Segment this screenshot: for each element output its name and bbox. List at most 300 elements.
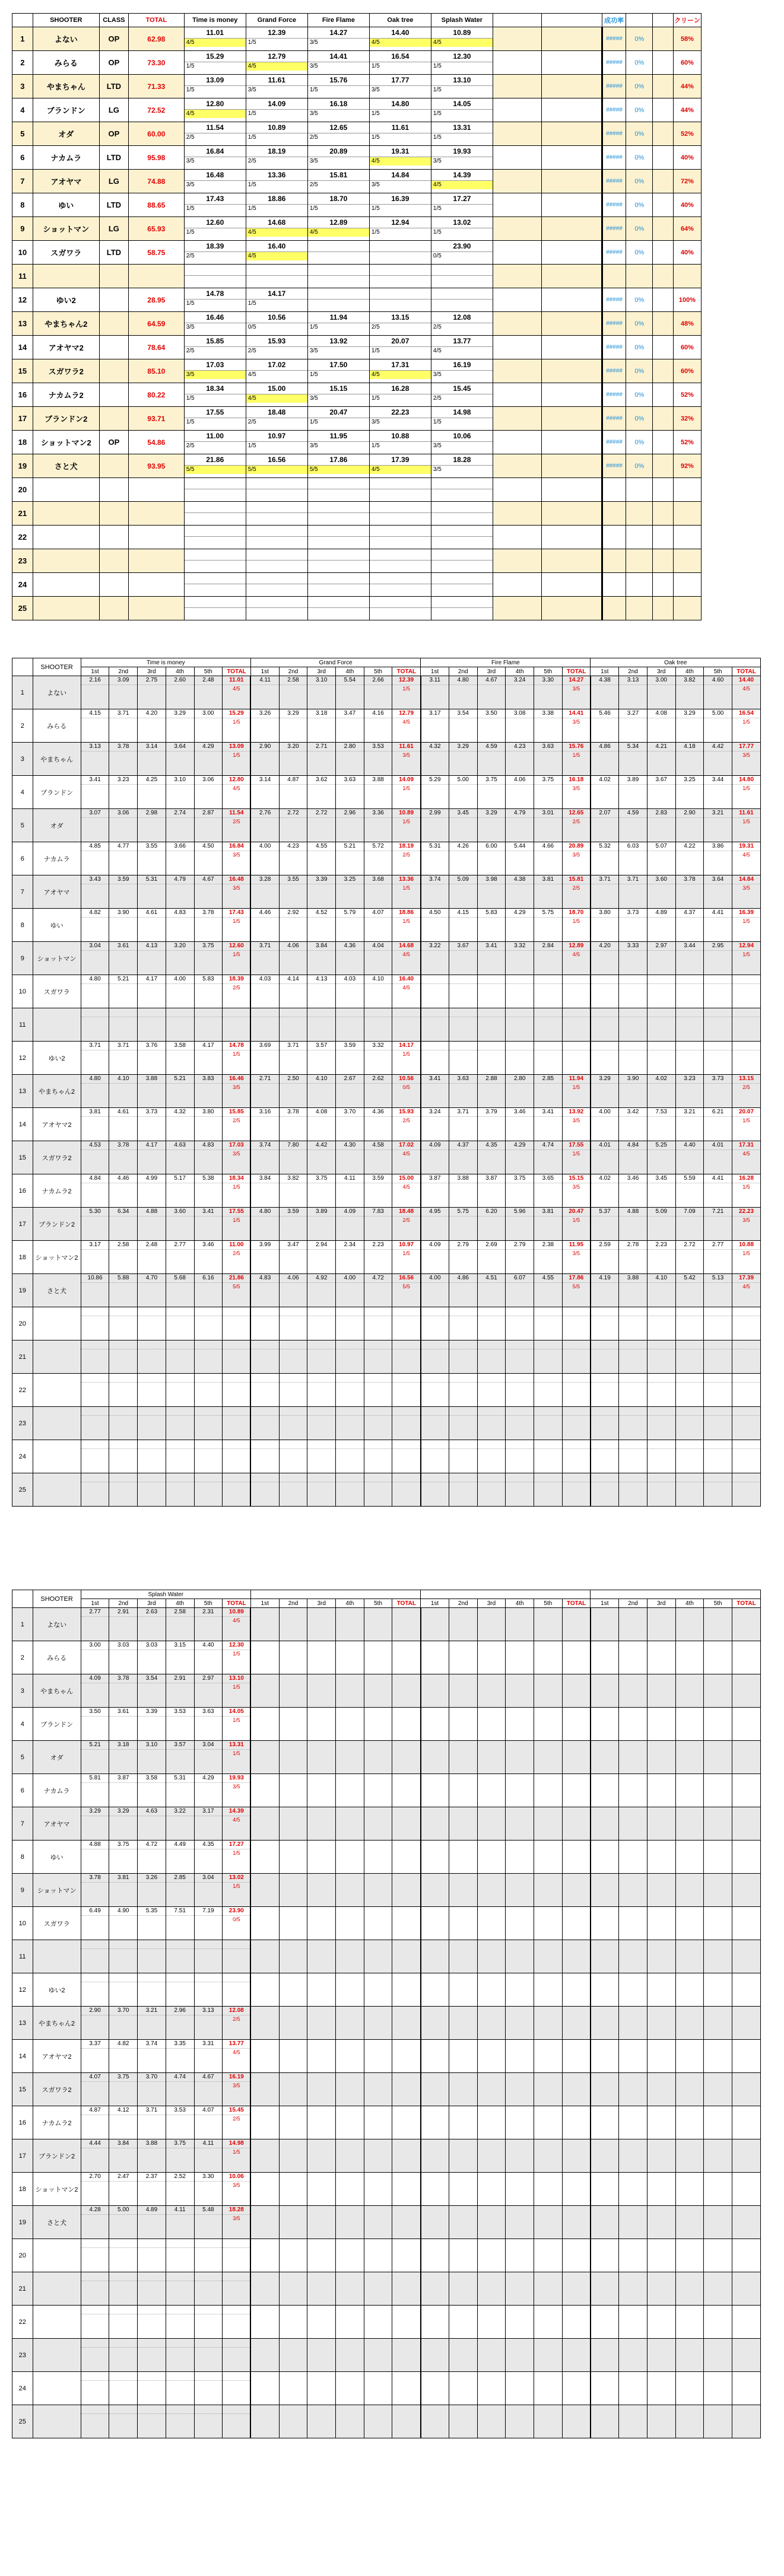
success-rate — [602, 526, 626, 549]
shot-score: 1/5 — [223, 1882, 250, 1890]
shot-time: 3.45 — [655, 1175, 667, 1182]
shot-score — [478, 1183, 506, 1190]
total-cell — [732, 709, 761, 743]
shot-cell — [166, 2239, 194, 2272]
shot-time — [336, 1340, 364, 1349]
shot-cell — [194, 2173, 223, 2206]
shot-time: 7.21 — [712, 1208, 724, 1215]
shot-time: 5.75 — [542, 909, 554, 916]
shot-score — [478, 784, 506, 792]
total-cell — [223, 942, 251, 975]
shot-score — [619, 1083, 647, 1091]
shot-cell — [477, 1741, 506, 1774]
spare-cell — [493, 27, 541, 51]
shot-cell — [704, 1440, 732, 1473]
shot-cell — [307, 1374, 336, 1407]
shot-score — [138, 2115, 166, 2122]
shot-score — [109, 1382, 137, 1390]
shot-cell — [194, 1973, 223, 2007]
total-cell — [223, 1208, 251, 1241]
shot-score — [421, 784, 449, 792]
shot-cell — [250, 1641, 279, 1674]
shot-cell — [138, 676, 166, 709]
shot-cell — [109, 1108, 138, 1141]
shot-score — [647, 1216, 675, 1224]
shot-cell — [336, 1141, 364, 1174]
shot-score — [647, 1282, 675, 1290]
shot-cell — [364, 1741, 392, 1774]
shot-score — [109, 1183, 137, 1190]
shot-time — [307, 1407, 335, 1415]
shot-score — [138, 2048, 166, 2056]
shot-cell — [138, 809, 166, 842]
shooter-name: ゆい — [33, 193, 99, 217]
shot-cell — [647, 1641, 675, 1674]
shot-cell — [619, 1807, 647, 1841]
shot-score — [166, 784, 194, 792]
shot-time: 3.26 — [259, 710, 271, 717]
shot-score — [138, 851, 166, 858]
shot-cell — [364, 743, 392, 776]
shot-cell — [138, 1075, 166, 1108]
shot-time: 4.80 — [89, 976, 101, 982]
shot-score — [166, 2115, 194, 2122]
shot-time — [421, 1008, 449, 1017]
shot-cell — [279, 1208, 307, 1241]
stage-time: 12.60 — [206, 218, 224, 227]
shot-time: 4.41 — [712, 909, 724, 916]
shot-time: 3.10 — [174, 776, 186, 783]
shot-cell — [421, 1141, 449, 1174]
shot-score — [195, 1849, 223, 1857]
shot-score — [307, 1448, 335, 1456]
stage-cell — [184, 193, 246, 217]
shot-cell — [591, 975, 619, 1008]
shot-cell — [279, 2272, 307, 2306]
shot-time: 4.26 — [457, 843, 469, 849]
shot-time — [81, 1473, 109, 1482]
row-number: 5 — [12, 1741, 33, 1774]
shot-score — [619, 817, 647, 825]
shot-cell — [166, 1174, 194, 1208]
shot-score — [223, 1382, 250, 1390]
shooter-name: さと犬 — [33, 2206, 81, 2239]
shooter-name: ショットマン — [33, 217, 99, 241]
stage-score — [246, 275, 307, 284]
shot-score — [223, 1349, 250, 1357]
total-cell — [223, 842, 251, 875]
shot-time: 5.30 — [89, 1208, 101, 1215]
shot-cell — [109, 1008, 138, 1042]
total-cell — [392, 1307, 421, 1340]
stage-time: 13.92 — [329, 337, 348, 345]
shot-score — [421, 1183, 449, 1190]
shooter-class: LTD — [99, 146, 128, 170]
summary-row — [12, 407, 702, 431]
stage-score: 2/5 — [185, 133, 246, 142]
shot-cell — [704, 2339, 732, 2372]
spare-cell — [493, 502, 541, 526]
stage-time: 10.56 — [268, 313, 286, 321]
shooter-name — [33, 1473, 81, 1507]
shot-time: 2.71 — [315, 743, 328, 750]
shot-time: 2.74 — [174, 810, 186, 816]
shot-time — [195, 1407, 223, 1415]
total-cell — [392, 875, 421, 909]
shot-time: 4.09 — [344, 1208, 356, 1215]
detail-row — [12, 1907, 761, 1940]
shot-time: 5.42 — [684, 1275, 696, 1281]
shooter-name: さと犬 — [33, 454, 99, 478]
spare-cell — [653, 573, 674, 597]
shot-score: 1/5 — [392, 884, 420, 891]
shot-score — [619, 1316, 647, 1323]
stage-time: 21.86 — [206, 456, 224, 464]
shot-cell — [250, 743, 279, 776]
shot-score — [307, 1349, 335, 1357]
success-pct — [626, 597, 653, 620]
shot-score — [619, 1150, 647, 1157]
shot-score — [336, 684, 364, 692]
shot-cell — [506, 676, 534, 709]
shot-cell — [477, 2239, 506, 2272]
shot-time — [534, 1340, 562, 1349]
shot-score — [81, 851, 109, 858]
shot-cell — [194, 1008, 223, 1042]
shot-cell — [647, 1108, 675, 1141]
header-shot: 5th — [364, 1599, 392, 1608]
header-shot: TOTAL — [732, 1599, 761, 1608]
shot-time: 3.99 — [259, 1241, 271, 1248]
shot-score — [81, 917, 109, 925]
total-cell — [223, 2306, 251, 2339]
shot-cell — [619, 1241, 647, 1274]
shot-cell — [279, 809, 307, 842]
success-pct — [626, 502, 653, 526]
shot-cell — [477, 1075, 506, 1108]
shot-time — [280, 1407, 307, 1415]
shot-cell — [194, 1641, 223, 1674]
shot-score — [109, 1482, 137, 1489]
shot-cell — [364, 2372, 392, 2405]
stage-cell — [369, 75, 431, 98]
shot-score — [138, 2380, 166, 2388]
shot-score — [138, 1349, 166, 1357]
total-time — [128, 549, 184, 573]
shot-score — [619, 884, 647, 891]
shot-cell — [534, 2139, 563, 2173]
row-number: 21 — [12, 502, 33, 526]
shot-cell — [279, 709, 307, 743]
shot-cell — [279, 1674, 307, 1708]
shot-cell — [506, 1274, 534, 1307]
shot-score — [138, 1150, 166, 1157]
shot-cell — [647, 809, 675, 842]
stage-time: 18.70 — [329, 195, 348, 203]
shot-cell — [591, 1674, 619, 1708]
shot-time: 3.67 — [655, 776, 667, 783]
stage-cell — [431, 265, 493, 288]
shot-score — [166, 884, 194, 891]
shot-time: 4.11 — [202, 2140, 214, 2147]
shot-score — [251, 1482, 278, 1489]
shot-score — [166, 2413, 194, 2421]
total-time — [223, 1008, 250, 1017]
shot-cell — [675, 2206, 704, 2239]
spare-cell — [541, 526, 602, 549]
shooter-name: やまちゃん — [33, 1674, 81, 1708]
shot-cell — [647, 2173, 675, 2206]
shot-cell — [421, 975, 449, 1008]
shot-score — [195, 1216, 223, 1224]
total-cell — [562, 2007, 591, 2040]
shot-cell — [250, 2206, 279, 2239]
row-number: 1 — [12, 676, 33, 709]
stage-cell — [246, 75, 307, 98]
total-cell — [392, 1940, 421, 1973]
shot-score — [591, 1116, 618, 1124]
shooter-name — [33, 1940, 81, 1973]
shot-time: 4.10 — [315, 1075, 328, 1082]
shot-time: 7.19 — [202, 1908, 214, 1914]
total-time: 18.34 — [228, 1175, 244, 1182]
shot-cell — [166, 1108, 194, 1141]
shot-score — [280, 1415, 307, 1423]
header-shot: 3rd — [477, 1599, 506, 1608]
total-time: 15.76 — [569, 743, 584, 750]
shot-score: 1/5 — [223, 751, 250, 759]
shot-cell — [138, 875, 166, 909]
shot-cell — [591, 1907, 619, 1940]
shot-time — [506, 1042, 534, 1050]
stage-time: 20.07 — [391, 337, 410, 345]
shot-cell — [109, 2372, 138, 2405]
header-shot: 3rd — [647, 667, 675, 676]
header-shot: 1st — [591, 1599, 619, 1608]
stage-score: 1/5 — [308, 370, 369, 379]
total-cell — [223, 1174, 251, 1208]
shot-score — [109, 1050, 137, 1058]
stage-time: 23.90 — [453, 242, 471, 250]
shot-score — [591, 1349, 618, 1357]
shot-score — [392, 1349, 420, 1357]
total-cell — [392, 709, 421, 743]
shot-cell — [336, 809, 364, 842]
stage-time: 16.56 — [268, 456, 286, 464]
shot-time — [506, 1340, 534, 1349]
shot-cell — [336, 1741, 364, 1774]
clean-pct: 48% — [673, 312, 701, 336]
shot-time: 3.84 — [259, 1175, 271, 1182]
total-cell — [562, 2106, 591, 2139]
shot-score: 3/5 — [223, 1782, 250, 1790]
header-shot: 3rd — [138, 667, 166, 676]
row-number: 21 — [12, 1340, 33, 1374]
shot-time: 3.41 — [202, 1208, 214, 1215]
shot-time — [647, 1307, 675, 1316]
shot-time: 2.97 — [202, 1675, 214, 1682]
stage-score — [370, 584, 431, 593]
shot-cell — [81, 809, 109, 842]
total-cell — [392, 1340, 421, 1374]
shot-score: 4/5 — [223, 684, 250, 692]
shooter-name: スガワラ2 — [33, 1141, 81, 1174]
shot-score — [449, 751, 477, 759]
shot-time: 2.99 — [429, 810, 441, 816]
shot-cell — [364, 1907, 392, 1940]
shot-cell — [364, 1008, 392, 1042]
detail-row — [12, 2272, 761, 2306]
stage-score: 3/5 — [185, 180, 246, 189]
shot-cell — [704, 2372, 732, 2405]
shot-cell — [477, 2306, 506, 2339]
shot-score — [138, 2347, 166, 2355]
shot-time — [534, 1374, 562, 1382]
shot-score — [591, 917, 618, 925]
shot-cell — [307, 1741, 336, 1774]
shot-time: 3.71 — [259, 942, 271, 949]
shot-time — [364, 1340, 392, 1349]
shot-cell — [534, 2106, 563, 2139]
shot-score — [195, 2413, 223, 2421]
shot-score — [364, 884, 392, 891]
row-number: 13 — [12, 1075, 33, 1108]
shot-cell — [336, 1241, 364, 1274]
shooter-name: ブランドン2 — [33, 407, 99, 431]
shot-time: 3.59 — [287, 1208, 299, 1215]
shot-time — [619, 1008, 647, 1017]
shot-time: 4.29 — [513, 1142, 526, 1148]
shooter-name: ブランドン2 — [33, 1208, 81, 1241]
shot-score — [647, 1316, 675, 1323]
shot-time: 3.84 — [118, 2140, 129, 2147]
stage-cell — [246, 573, 307, 597]
stage-cell — [307, 288, 369, 312]
total-cell — [562, 709, 591, 743]
shot-cell — [336, 2206, 364, 2239]
total-time: 11.94 — [569, 1075, 584, 1082]
shot-score: 2/5 — [392, 851, 420, 858]
shot-score — [704, 1017, 732, 1024]
shot-cell — [619, 909, 647, 942]
shot-score — [478, 1316, 506, 1323]
shot-cell — [647, 2139, 675, 2173]
spare-cell — [653, 597, 674, 620]
stage-score — [370, 275, 431, 284]
shot-score — [563, 1017, 590, 1024]
shot-cell — [421, 2007, 449, 2040]
shot-cell — [194, 1141, 223, 1174]
shot-score — [138, 1216, 166, 1224]
shot-score — [307, 851, 335, 858]
stage-score: 1/5 — [431, 228, 493, 237]
shot-score — [619, 1116, 647, 1124]
shot-cell — [336, 1407, 364, 1440]
header-shot: 3rd — [307, 1599, 336, 1608]
stage-time — [308, 288, 369, 299]
stage-time: 19.93 — [453, 147, 471, 155]
shot-cell — [109, 2306, 138, 2339]
shot-cell — [619, 1075, 647, 1108]
shot-time — [251, 1440, 278, 1448]
clean-pct: 60% — [673, 359, 701, 383]
stage-score: 3/5 — [370, 180, 431, 189]
shot-time — [109, 1340, 137, 1349]
shot-score — [676, 1482, 704, 1489]
shot-time: 3.17 — [89, 1241, 101, 1248]
shot-time — [195, 1307, 223, 1316]
total-cell — [732, 1274, 761, 1307]
header-stage-3: Fire Flame — [307, 14, 369, 27]
total-time: 17.55 — [228, 1208, 244, 1215]
clean-pct: 60% — [673, 51, 701, 75]
header-shot: 1st — [81, 667, 109, 676]
shot-cell — [704, 1674, 732, 1708]
shot-cell — [591, 1973, 619, 2007]
stage-time: 16.28 — [391, 384, 410, 393]
shot-score — [506, 1282, 534, 1290]
shot-cell — [81, 1940, 109, 1973]
spare-cell — [541, 502, 602, 526]
header-shot: 5th — [704, 667, 732, 676]
shot-score — [109, 1616, 137, 1624]
shot-cell — [675, 842, 704, 875]
shot-score — [421, 950, 449, 958]
stage-cell — [369, 217, 431, 241]
shot-cell — [279, 1807, 307, 1841]
shot-score — [506, 1382, 534, 1390]
shot-score — [676, 751, 704, 759]
total-cell — [732, 1174, 761, 1208]
shot-cell — [138, 2173, 166, 2206]
shot-cell — [364, 2239, 392, 2272]
shot-score — [478, 1482, 506, 1489]
shot-cell — [591, 1708, 619, 1741]
shot-score — [336, 950, 364, 958]
stage-score: 1/5 — [431, 85, 493, 94]
total-cell — [562, 2405, 591, 2438]
shot-cell — [109, 1473, 138, 1507]
stage-time — [431, 288, 493, 299]
shot-cell — [591, 2339, 619, 2372]
shot-cell — [421, 1440, 449, 1473]
shot-time: 5.09 — [457, 876, 469, 883]
shot-cell — [364, 1141, 392, 1174]
row-number: 2 — [12, 1641, 33, 1674]
shot-cell — [534, 1407, 563, 1440]
shot-score — [307, 684, 335, 692]
shot-score — [81, 2148, 109, 2155]
shot-score — [109, 718, 137, 725]
clean-pct: 92% — [673, 454, 701, 478]
shot-score — [647, 1083, 675, 1091]
shooter-class: OP — [99, 122, 128, 146]
shooter-class: LG — [99, 217, 128, 241]
shot-time: 2.95 — [712, 942, 724, 949]
shot-time: 7.53 — [655, 1109, 667, 1115]
shot-time: 3.87 — [118, 1775, 129, 1781]
shot-cell — [364, 1641, 392, 1674]
shot-cell — [647, 1708, 675, 1741]
header-number — [12, 1590, 33, 1608]
shot-score — [251, 1316, 278, 1323]
total-cell — [562, 1440, 591, 1473]
shooter-name: オダ — [33, 1741, 81, 1774]
shot-cell — [307, 909, 336, 942]
shot-score — [251, 684, 278, 692]
shot-time — [166, 2405, 194, 2413]
shot-cell — [704, 2040, 732, 2073]
